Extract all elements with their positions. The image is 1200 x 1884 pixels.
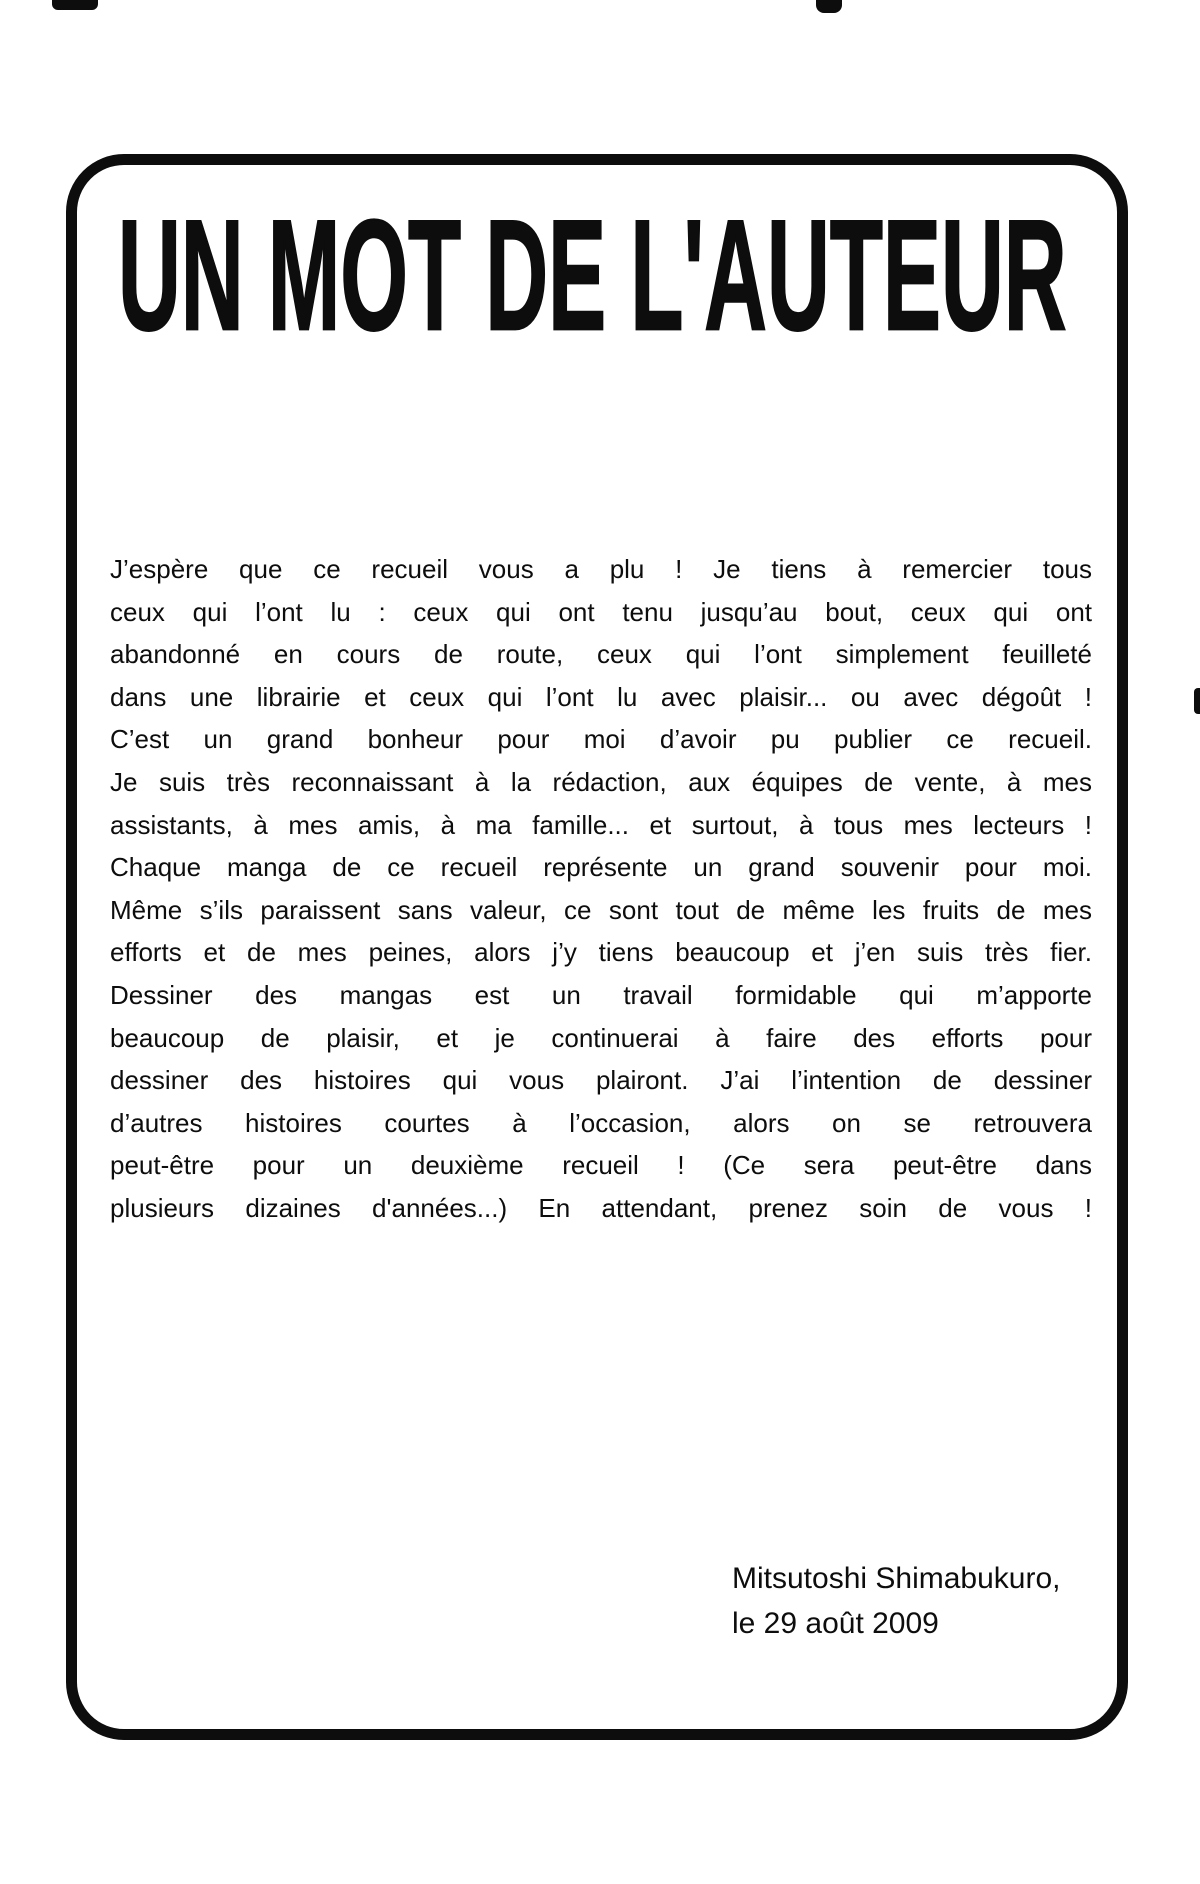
- author-note-paragraph: [110, 548, 1092, 1230]
- paragraph-line: plusieurs dizaines d'années...) En attendant, prenez soin de vous !: [110, 1192, 1092, 1223]
- paragraph-line: efforts et de mes peines, alors j’y tiens beaucoup et j’en suis très fier.: [110, 937, 1092, 968]
- paragraph-line: dans une librairie et ceux qui l’ont lu avec plaisir... ou avec dégoût !: [110, 681, 1092, 712]
- paragraph-line: ceux qui l’ont lu : ceux qui ont tenu jusqu’au bout, ceux qui ont: [110, 596, 1092, 627]
- paragraph-line: C’est un grand bonheur pour moi d’avoir pu publier ce recueil.: [110, 724, 1092, 755]
- signature-name: Mitsutoshi Shimabukuro,: [732, 1562, 1061, 1595]
- paragraph-line: d’autres histoires courtes à l’occasion, alors on se retrouvera: [110, 1107, 1092, 1138]
- scan-artifact: [1194, 688, 1200, 714]
- page-title: UN MOT DE L'AUTEUR: [118, 186, 1067, 363]
- paragraph-line: dessiner des histoires qui vous plairont. J’ai l’intention de dessiner: [110, 1065, 1092, 1096]
- scan-artifact: [816, 0, 842, 13]
- paragraph-line: Je suis très reconnaissant à la rédaction, aux équipes de vente, à mes: [110, 766, 1092, 797]
- paragraph-line: peut-être pour un deuxième recueil ! (Ce sera peut-être dans: [110, 1150, 1092, 1181]
- paragraph-line: Chaque manga de ce recueil représente un grand souvenir pour moi.: [110, 852, 1092, 883]
- paragraph-line: beaucoup de plaisir, et je continuerai à faire des efforts pour: [110, 1022, 1092, 1053]
- paragraph-line: J’espère que ce recueil vous a plu ! Je tiens à remercier tous: [110, 554, 1092, 584]
- paragraph-line: assistants, à mes amis, à ma famille... et surtout, à tous mes lecteurs !: [110, 809, 1092, 840]
- author-signature: [732, 1556, 1060, 1646]
- paragraph-line: Dessiner des mangas est un travail formidable qui m’apporte: [110, 979, 1092, 1010]
- signature-date: le 29 août 2009: [732, 1607, 939, 1640]
- paragraph-line: abandonné en cours de route, ceux qui l’ont simplement feuilleté: [110, 639, 1092, 670]
- paragraph-line: Même s’ils paraissent sans valeur, ce sont tout de même les fruits de mes: [110, 894, 1092, 925]
- scan-artifact: [52, 0, 98, 10]
